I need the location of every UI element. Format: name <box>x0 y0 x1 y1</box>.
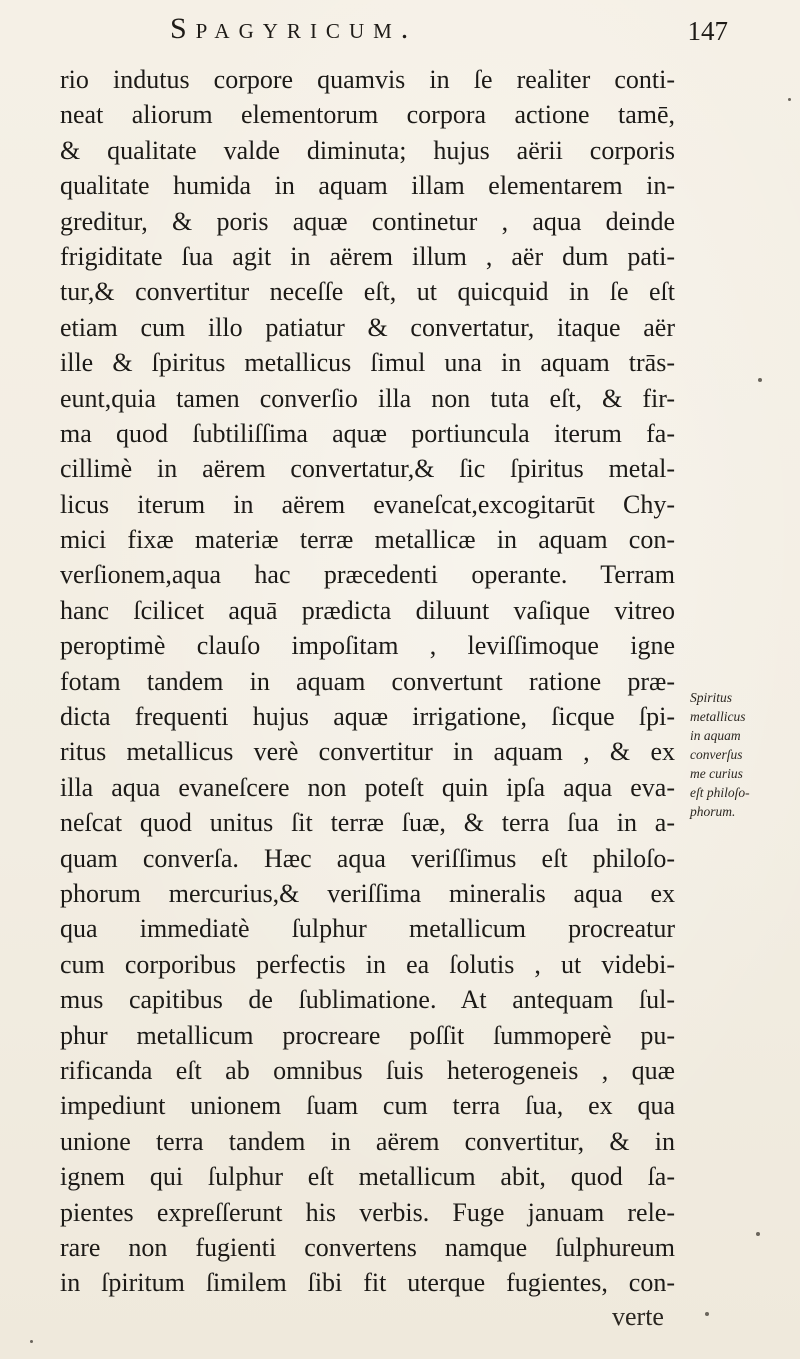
page-header <box>160 8 728 58</box>
text-line: qua immediatè ſulphur metallicum procreatur <box>60 914 675 944</box>
text-line: neat aliorum elementorum corpora actione tamē, <box>60 100 675 130</box>
margin-note-line: metallicus <box>690 709 746 724</box>
text-line: phur metallicum procreare poſſit ſummoperè pu- <box>60 1020 675 1050</box>
margin-note-line: eſt philoſo- <box>690 785 750 800</box>
text-line: dicta frequenti hujus aquæ irrigatione, ſicque ſpi- <box>60 702 675 732</box>
text-line: fotam tandem in aquam convertunt ratione præ- <box>60 666 675 696</box>
paper-speck <box>758 378 762 382</box>
body-text <box>60 62 675 1301</box>
text-line: neſcat quod unitus ſit terræ ſuæ, & terra ſua in a- <box>60 808 675 838</box>
margin-note-line: converſus <box>690 747 743 762</box>
text-line: & qualitate valde diminuta; hujus aërii corporis <box>60 135 675 165</box>
text-line: quam converſa. Hæc aqua veriſſimus eſt philoſo- <box>60 843 675 873</box>
text-line: tur,& convertitur neceſſe eſt, ut quicquid in ſe eſt <box>60 277 675 307</box>
text-line: phorum mercurius,& veriſſima mineralis aqua ex <box>60 878 675 908</box>
text-line: licus iterum in aërem evaneſcat,excogitarūt Chy- <box>60 489 675 519</box>
paper-speck <box>788 98 791 101</box>
paper-speck <box>30 1340 33 1343</box>
text-line: unione terra tandem in aërem convertitur, & in <box>60 1126 675 1156</box>
text-line: greditur, & poris aquæ continetur , aqua deinde <box>60 206 675 236</box>
text-line: rificanda eſt ab omnibus ſuis heterogeneis , quæ <box>60 1055 675 1085</box>
paper-speck <box>756 1232 760 1236</box>
text-line: in ſpiritum ſimilem ſibi fit uterque fugientes, con- <box>60 1268 675 1298</box>
text-line: ritus metallicus verè convertitur in aquam , & ex <box>60 737 675 767</box>
text-line: qualitate humida in aquam illam elementarem in- <box>60 171 675 201</box>
text-line: ma quod ſubtiliſſima aquæ portiuncula iterum fa- <box>60 418 675 448</box>
margin-note-line: phorum. <box>690 804 736 819</box>
margin-note-line: me curius <box>690 766 743 781</box>
text-line: illa aqua evaneſcere non poteſt quin ipſa aqua eva- <box>60 772 675 802</box>
text-line: pientes expreſſerunt his verbis. Fuge januam rele- <box>60 1197 675 1227</box>
text-line: rio indutus corpore quamvis in ſe realiter conti- <box>60 65 675 94</box>
text-line: frigiditate ſua agit in aërem illum , aër dum pati- <box>60 241 675 271</box>
text-line: mici fixæ materiæ terræ metallicæ in aquam con- <box>60 525 675 555</box>
text-line: ignem qui ſulphur eſt metallicum abit, quod ſa- <box>60 1162 675 1192</box>
margin-note <box>690 688 794 821</box>
text-line: rare non fugienti convertens namque ſulphureum <box>60 1232 675 1262</box>
text-line: eunt,quia tamen converſio illa non tuta eſt, & fir- <box>60 383 675 413</box>
text-line: impediunt unionem ſuam cum terra ſua, ex qua <box>60 1091 675 1121</box>
page-number: 147 <box>687 16 728 46</box>
margin-note-line: in aquam <box>690 728 741 743</box>
margin-note-line: Spiritus <box>690 690 733 705</box>
text-line: verſionem,aqua hac præcedenti operante. Terram <box>60 560 675 590</box>
text-line: cillimè in aërem convertatur,& ſic ſpiritus metal- <box>60 454 675 484</box>
text-line: ille & ſpiritus metallicus ſimul una in aquam trās- <box>60 348 675 378</box>
text-line: etiam cum illo patiatur & convertatur, itaque aër <box>60 312 675 342</box>
text-line: hanc ſcilicet aquā prædicta diluunt vaſique vitreo <box>60 595 675 625</box>
catchword: verte <box>612 1302 664 1331</box>
text-line: mus capitibus de ſublimatione. At antequam ſul- <box>60 985 675 1015</box>
text-line: cum corporibus perfectis in ea ſolutis , ut videbi- <box>60 949 675 979</box>
paper-speck <box>705 1312 709 1316</box>
text-line: peroptimè clauſo impoſitam , leviſſimoque igne <box>60 631 675 661</box>
running-head: Spagyricum. <box>170 12 418 45</box>
